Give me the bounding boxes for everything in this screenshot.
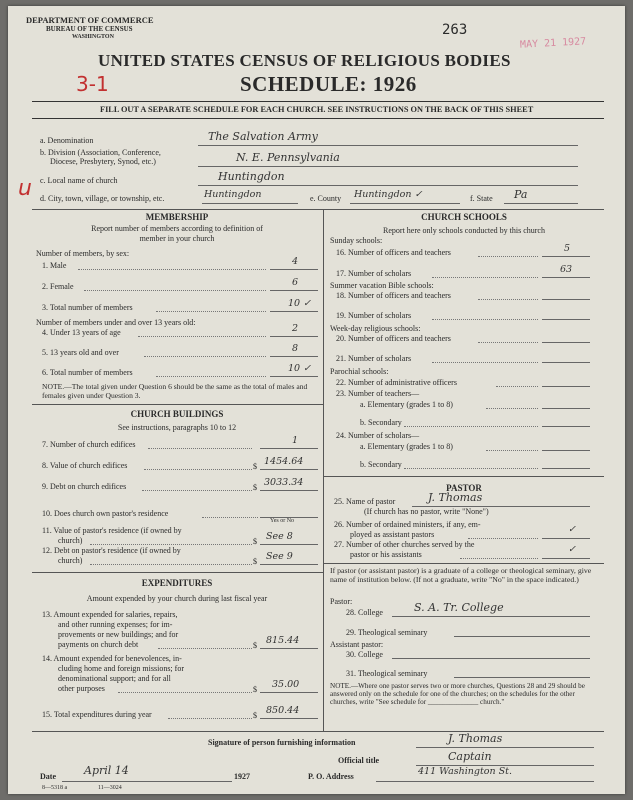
official-title-value: Captain — [448, 750, 492, 763]
city-line — [202, 203, 298, 204]
q6-label: 6. Total number of members — [42, 368, 133, 377]
leader — [138, 336, 266, 337]
q20-label: 20. Number of officers and teachers — [336, 334, 451, 343]
q24b-label: b. Secondary — [360, 460, 402, 469]
q6-value: 10 ✓ — [288, 363, 312, 374]
q29-label: 29. Theological seminary — [346, 628, 428, 637]
q14-label: 14. Amount expended for benevolences, in- — [42, 654, 182, 663]
q13-label: 13. Amount expended for salaries, repairs, — [42, 610, 178, 619]
q7-label: 7. Number of church edifices — [42, 440, 136, 449]
q5-value: 8 — [292, 343, 299, 354]
answer-line — [542, 342, 590, 343]
received-stamp: MAY 21 1927 — [519, 36, 587, 51]
yes-no-hint: Yes or No — [270, 518, 295, 524]
q11-label: 11. Value of pastor's residence (if owned by — [42, 526, 182, 535]
q30-label: 30. College — [346, 650, 383, 659]
denomination-label: a. Denomination — [40, 136, 94, 145]
divider — [323, 563, 604, 564]
q9-value: 3033.34 — [264, 477, 304, 488]
q14-label-2: cluding home and foreign missions; for — [58, 664, 184, 673]
q26-label: 26. Number of ordained ministers, if any, em- — [334, 520, 481, 529]
dollar-sign: $ — [253, 641, 257, 650]
leader — [202, 517, 258, 518]
q11-value: See 8 — [266, 531, 293, 542]
dollar-sign: $ — [253, 462, 257, 471]
dollar-sign: $ — [253, 685, 257, 694]
answer-line — [260, 490, 318, 491]
q26-label-2: ployed as assistant pastors — [350, 530, 435, 539]
answer-line — [542, 450, 590, 451]
q23b-label: b. Secondary — [360, 418, 402, 427]
q25-note: (If church has no pastor, write "None") — [364, 507, 489, 516]
q8-value: 1454.64 — [264, 456, 304, 467]
q21-label: 21. Number of scholars — [336, 354, 412, 363]
leader — [468, 538, 538, 539]
assistant-pastor-sublabel: Assistant pastor: — [330, 640, 384, 649]
census-schedule-sheet — [8, 6, 625, 794]
q23-label: 23. Number of teachers— — [336, 389, 420, 398]
answer-line — [542, 319, 590, 320]
q31-label: 31. Theological seminary — [346, 669, 428, 678]
q1-label: 1. Male — [42, 261, 67, 270]
summer-schools-label: Summer vacation Bible schools: — [330, 281, 434, 290]
state-line — [504, 203, 578, 204]
q15-label: 15. Total expenditures during year — [42, 710, 152, 719]
divider — [32, 101, 604, 102]
answer-line — [542, 538, 590, 539]
pastor-sublabel: Pastor: — [330, 597, 353, 606]
dollar-sign: $ — [253, 557, 257, 566]
leader — [90, 564, 252, 565]
denomination-value: The Salvation Army — [208, 130, 318, 143]
q12-label-2: church) — [58, 556, 83, 565]
county-value: Huntingdon ✓ — [354, 189, 423, 200]
buildings-intro: See instructions, paragraphs 10 to 12 — [117, 423, 237, 432]
answer-line — [270, 311, 318, 312]
red-annotation-u: u — [18, 176, 32, 201]
answer-line — [260, 718, 318, 719]
leader — [404, 468, 538, 469]
q2-label: 2. Female — [42, 282, 74, 291]
leader — [432, 277, 538, 278]
county-label: e. County — [310, 194, 342, 203]
q22-label: 22. Number of administrative officers — [336, 378, 457, 387]
date-value: April 14 — [84, 764, 129, 777]
signature-value: J. Thomas — [448, 732, 503, 745]
q24-label: 24. Number of scholars— — [336, 431, 420, 440]
q13-label-4: payments on church debt — [58, 640, 139, 649]
form-title: UNITED STATES CENSUS OF RELIGIOUS BODIES — [98, 51, 511, 70]
q10-label: 10. Does church own pastor's residence — [42, 509, 169, 518]
leader — [168, 718, 252, 719]
answer-line — [542, 386, 590, 387]
expenditures-intro: Amount expended by your church during last fiscal year — [86, 594, 268, 603]
answer-line — [260, 564, 318, 565]
answer-line — [542, 558, 590, 559]
membership-note: NOTE.—The total given under Question 6 should be the same as the total of males and females given under Question 3. — [42, 382, 308, 400]
form-number: 8—5318 a — [42, 785, 68, 791]
college-line — [392, 616, 590, 617]
local-name-label: c. Local name of church — [40, 176, 118, 185]
q12-label: 12. Debt on pastor's residence (if owned by — [42, 546, 181, 555]
division-label-2: Diocese, Presbytery, Synod, etc.) — [50, 157, 156, 166]
po-address-line — [376, 781, 594, 782]
q13-value: 815.44 — [266, 635, 300, 646]
asst-seminary-line — [454, 677, 590, 678]
dollar-sign: $ — [253, 483, 257, 492]
leader — [144, 469, 252, 470]
q15-value: 850.44 — [266, 705, 300, 716]
q18-label: 18. Number of officers and teachers — [336, 291, 451, 300]
county-line — [350, 203, 460, 204]
members-by-age-header: Number of members under and over 13 years old: — [36, 318, 196, 327]
leader — [90, 544, 252, 545]
answer-line — [260, 692, 318, 693]
leader — [432, 319, 538, 320]
po-address-value: 411 Washington St. — [418, 766, 513, 777]
q27-label: 27. Number of other churches served by the — [334, 540, 475, 549]
leader — [158, 648, 252, 649]
leader — [486, 450, 538, 451]
answer-line — [542, 362, 590, 363]
q27-label-2: pastor or his assistants — [350, 550, 422, 559]
answer-line — [260, 448, 318, 449]
answer-line — [270, 336, 318, 337]
answer-line — [542, 408, 590, 409]
state-label: f. State — [470, 194, 493, 203]
q13-label-3: provements or new buildings; and for — [58, 630, 179, 639]
date-line — [62, 781, 232, 782]
division-line — [198, 166, 578, 167]
answer-line — [260, 469, 318, 470]
q3-label: 3. Total number of members — [42, 303, 133, 312]
leader — [84, 290, 266, 291]
po-address-label: P. O. Address — [308, 772, 354, 781]
answer-line — [270, 290, 318, 291]
parochial-schools-label: Parochial schools: — [330, 367, 389, 376]
q14-label-4: other purposes — [58, 684, 105, 693]
leader — [478, 299, 538, 300]
expenditures-heading: EXPENDITURES — [141, 578, 213, 588]
schools-intro: Report here only schools conducted by this church — [383, 226, 545, 235]
divider — [32, 209, 604, 210]
q8-label: 8. Value of church edifices — [42, 461, 128, 470]
q25-value: J. Thomas — [428, 491, 483, 504]
q14-label-3: denominational support; and for all — [58, 674, 171, 683]
members-by-sex-header: Number of members, by sex: — [36, 249, 130, 258]
answer-line — [542, 277, 590, 278]
membership-intro: Report number of members according to definition of — [91, 224, 263, 233]
schedule-title: SCHEDULE: 1926 — [240, 72, 417, 96]
leader — [432, 362, 538, 363]
red-annotation: 3-1 — [76, 72, 109, 96]
answer-line — [270, 269, 318, 270]
seminary-line — [454, 636, 590, 637]
answer-line — [542, 256, 590, 257]
q1-value: 4 — [292, 256, 299, 267]
official-title-label: Official title — [338, 756, 380, 765]
pastor-heading: PASTOR — [446, 483, 482, 493]
answer-line — [260, 648, 318, 649]
date-label: Date — [40, 772, 56, 781]
instruction-line: FILL OUT A SEPARATE SCHEDULE FOR EACH CHURCH. SEE INSTRUCTIONS ON THE BACK OF THIS SHEET — [100, 105, 534, 114]
q7-value: 1 — [292, 435, 299, 446]
answer-line — [260, 544, 318, 545]
q12-value: See 9 — [266, 551, 293, 562]
q3-value: 10 ✓ — [288, 298, 312, 309]
q14-value: 35.00 — [272, 679, 300, 690]
serial-number: 263 — [442, 22, 468, 38]
q27-value: ✓ — [568, 544, 576, 555]
schools-heading: CHURCH SCHOOLS — [421, 212, 507, 222]
leader — [486, 408, 538, 409]
local-name-value: Huntingdon — [218, 170, 285, 183]
city-name: WASHINGTON — [72, 34, 114, 40]
leader — [460, 558, 538, 559]
signature-line — [416, 747, 594, 748]
divider — [32, 731, 604, 732]
graduate-note: If pastor (or assistant pastor) is a graduate of a college or theological seminary, give name of institution below. (If not a graduate, write "No" in the space indicated.) — [330, 566, 592, 584]
dollar-sign: $ — [253, 537, 257, 546]
q26-value: ✓ — [568, 524, 576, 535]
denomination-line — [198, 145, 578, 146]
state-value: Pa — [514, 188, 528, 201]
pastor-note: NOTE.—Where one pastor serves two or more churches, Questions 28 and 29 should be answered only on the schedule for one of the churches; on the schedules for the other churches, write "See schedule for ______________ church." — [330, 682, 585, 707]
leader — [148, 448, 252, 449]
signature-label: Signature of person furnishing information — [208, 738, 356, 747]
answer-line — [542, 426, 590, 427]
divider — [32, 572, 323, 573]
leader — [156, 376, 266, 377]
q17-label: 17. Number of scholars — [336, 269, 412, 278]
local-name-line — [198, 185, 578, 186]
dept-name: DEPARTMENT OF COMMERCE — [26, 15, 154, 25]
membership-intro-2: member in your church — [139, 234, 215, 243]
weekday-schools-label: Week-day religious schools: — [330, 324, 421, 333]
divider — [32, 404, 323, 405]
q28-label: 28. College — [346, 608, 383, 617]
q25-label: 25. Name of pastor — [334, 497, 396, 506]
q24a-label: a. Elementary (grades 1 to 8) — [360, 442, 453, 451]
q5-label: 5. 13 years old and over — [42, 348, 119, 357]
divider — [32, 118, 604, 119]
q11-label-2: church) — [58, 536, 83, 545]
q17-value: 63 — [560, 264, 573, 275]
buildings-heading: CHURCH BUILDINGS — [130, 409, 224, 419]
q4-label: 4. Under 13 years of age — [42, 328, 121, 337]
date-year: 1927 — [234, 772, 250, 781]
leader — [496, 386, 538, 387]
city-value: Huntingdon — [204, 189, 262, 200]
sunday-schools-label: Sunday schools: — [330, 236, 383, 245]
leader — [478, 342, 538, 343]
asst-college-line — [392, 658, 590, 659]
division-value: N. E. Pennsylvania — [236, 151, 340, 164]
q28-value: S. A. Tr. College — [414, 601, 504, 614]
leader — [404, 426, 538, 427]
bureau-name: BUREAU OF THE CENSUS — [46, 25, 133, 33]
city-label: d. City, town, village, or township, etc. — [40, 194, 165, 203]
form-number-2: 11—3024 — [98, 785, 122, 791]
answer-line — [270, 356, 318, 357]
q19-label: 19. Number of scholars — [336, 311, 412, 320]
q2-value: 6 — [292, 277, 299, 288]
membership-heading: MEMBERSHIP — [145, 212, 209, 222]
q16-value: 5 — [564, 243, 571, 254]
divider — [323, 476, 604, 477]
leader — [144, 356, 266, 357]
q13-label-2: and other running expenses; for im- — [58, 620, 173, 629]
column-divider — [323, 209, 324, 731]
q16-label: 16. Number of officers and teachers — [336, 248, 451, 257]
division-label: b. Division (Association, Conference, — [40, 148, 161, 157]
leader — [142, 490, 252, 491]
q4-value: 2 — [292, 323, 299, 334]
leader — [156, 311, 266, 312]
leader — [478, 256, 538, 257]
q9-label: 9. Debt on church edifices — [42, 482, 127, 491]
answer-line — [542, 468, 590, 469]
answer-line — [542, 299, 590, 300]
q23a-label: a. Elementary (grades 1 to 8) — [360, 400, 453, 409]
leader — [118, 692, 252, 693]
dollar-sign: $ — [253, 711, 257, 720]
answer-line — [270, 376, 318, 377]
leader — [78, 269, 266, 270]
